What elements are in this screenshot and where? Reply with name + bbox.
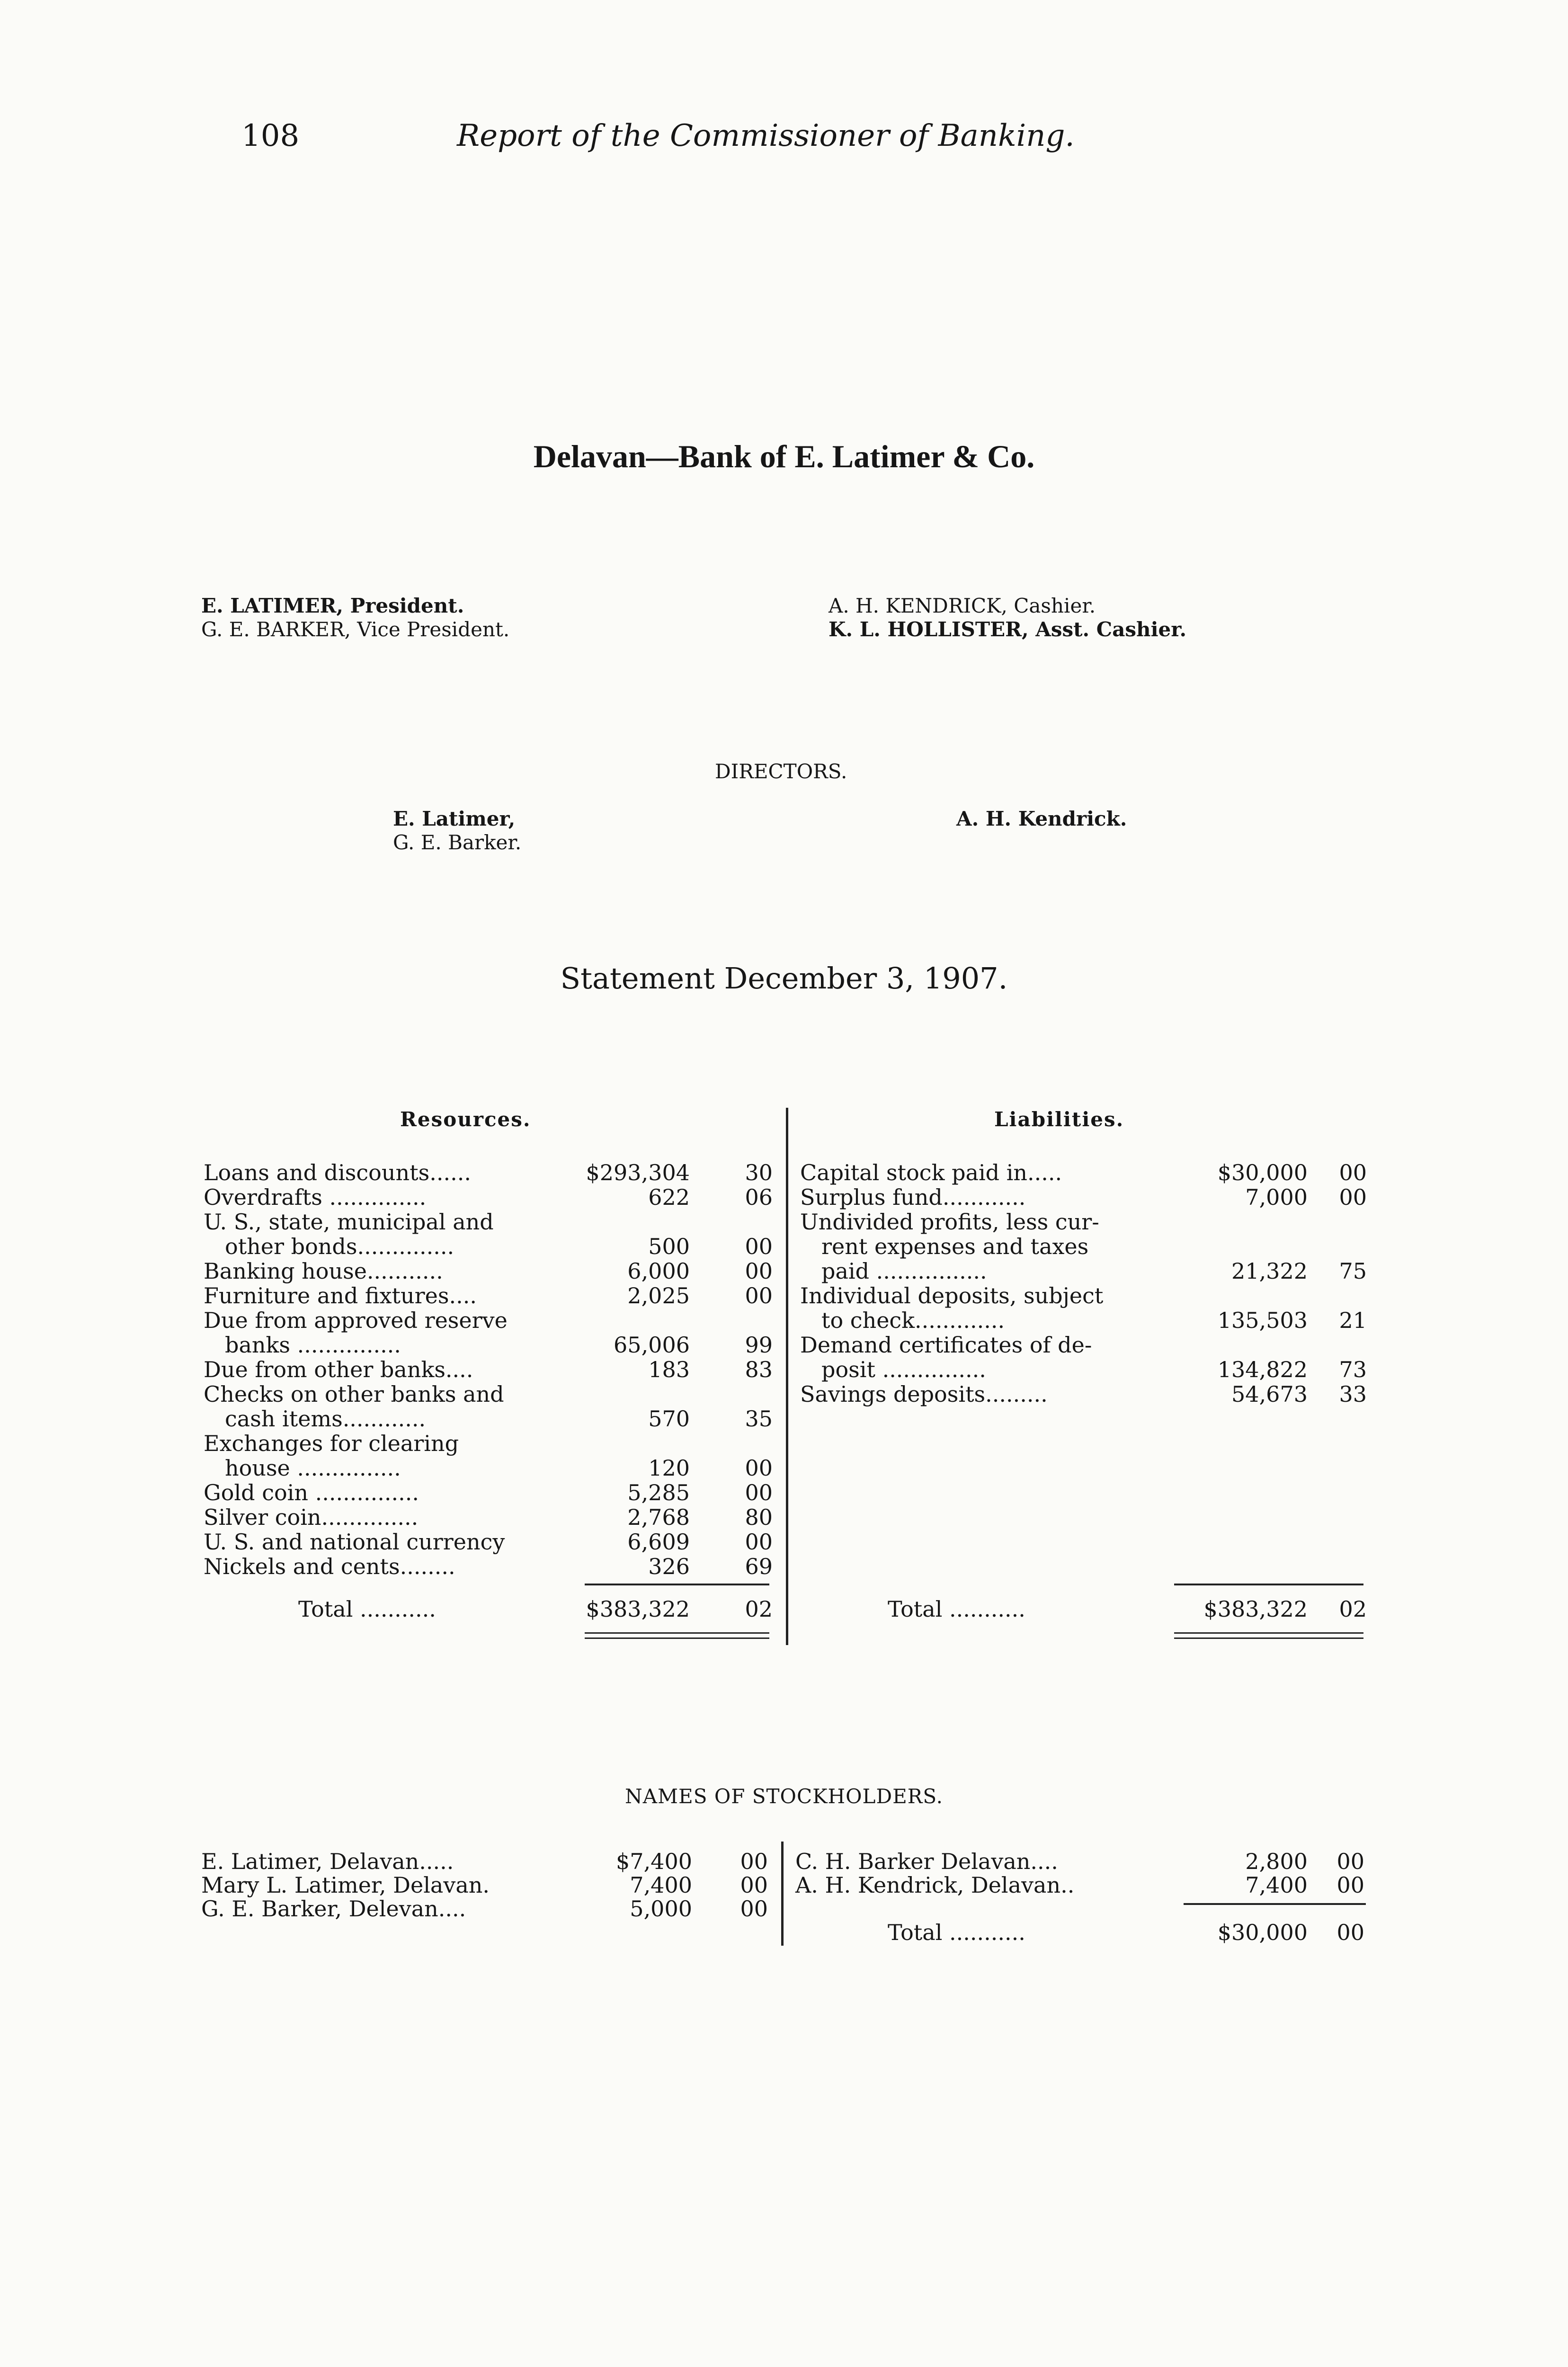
resources-total-label: Total ...........: [298, 1596, 436, 1622]
stockholders-total-dollars: $30,000: [1217, 1920, 1308, 1945]
resource-label: Due from approved reserve: [204, 1308, 508, 1333]
resource-cents: 00: [745, 1283, 773, 1308]
resource-cents: 80: [745, 1504, 773, 1530]
resource-dollars: 500: [648, 1234, 690, 1259]
page-number: 108: [241, 118, 300, 153]
liability-label: Savings deposits.........: [800, 1381, 1048, 1407]
stockholder-cents: 00: [1336, 1849, 1364, 1874]
statement-column-divider: [786, 1108, 788, 1645]
stockholder-name: G. E. Barker, Delevan....: [201, 1896, 466, 1922]
stockholder-dollars: 5,000: [630, 1896, 692, 1922]
statement-title: Statement December 3, 1907.: [560, 961, 1008, 996]
resource-label: Due from other banks....: [204, 1357, 473, 1382]
resource-label: Loans and discounts......: [204, 1160, 471, 1185]
liabilities-subtotal-rule: [1174, 1584, 1363, 1585]
resource-label: Gold coin ...............: [204, 1480, 419, 1505]
liability-label: Demand certificates of de-: [800, 1332, 1092, 1358]
director-latimer: E. Latimer,: [393, 807, 516, 830]
stockholders-total-rule: [1184, 1903, 1366, 1905]
running-title: Report of the Commissioner of Banking.: [457, 118, 1075, 153]
resource-dollars: 5,285: [627, 1480, 690, 1505]
directors-heading: DIRECTORS.: [715, 760, 847, 783]
resource-label: Exchanges for clearing: [204, 1431, 459, 1456]
officer-vice-president: G. E. BARKER, Vice President.: [201, 618, 510, 641]
liability-cents: 00: [1339, 1184, 1367, 1210]
resource-cents: 00: [745, 1529, 773, 1555]
liabilities-heading: Liabilities.: [994, 1108, 1124, 1131]
stockholder-cents: 00: [1336, 1872, 1364, 1898]
liability-cents: 33: [1339, 1381, 1367, 1407]
resource-dollars: 622: [648, 1184, 690, 1210]
resource-label: Overdrafts ..............: [204, 1184, 427, 1210]
resource-label: other bonds..............: [225, 1234, 454, 1259]
liability-dollars: 7,000: [1245, 1184, 1308, 1210]
liability-label: paid ................: [821, 1258, 987, 1284]
resource-dollars: 120: [648, 1455, 690, 1481]
liability-label: rent expenses and taxes: [821, 1234, 1089, 1259]
liabilities-total-double-rule: [1174, 1632, 1363, 1639]
stockholders-total-cents: 00: [1336, 1920, 1364, 1945]
resource-dollars: 2,025: [627, 1283, 690, 1308]
resource-dollars: 326: [648, 1554, 690, 1579]
liability-label: Undivided profits, less cur-: [800, 1209, 1099, 1235]
liability-dollars: 135,503: [1217, 1308, 1308, 1333]
resource-label: Banking house...........: [204, 1258, 443, 1284]
resources-total-double-rule: [585, 1632, 769, 1639]
director-barker: G. E. Barker.: [393, 831, 522, 854]
resource-label: banks ...............: [225, 1332, 401, 1358]
stockholder-dollars: 2,800: [1245, 1849, 1308, 1874]
stockholders-column-divider: [781, 1842, 784, 1946]
resource-cents: 35: [745, 1406, 773, 1432]
resource-label: Furniture and fixtures....: [204, 1283, 477, 1308]
liability-dollars: 54,673: [1231, 1381, 1308, 1407]
liability-dollars: 21,322: [1231, 1258, 1308, 1284]
stockholder-name: C. H. Barker Delavan....: [795, 1849, 1058, 1874]
resource-cents: 00: [745, 1480, 773, 1505]
director-kendrick: A. H. Kendrick.: [956, 807, 1127, 830]
resources-total-dollars: $383,322: [586, 1596, 690, 1622]
resources-total-cents: 02: [745, 1596, 773, 1622]
stockholders-total-label: Total ...........: [888, 1920, 1025, 1945]
resource-dollars: 6,000: [627, 1258, 690, 1284]
liabilities-total-dollars: $383,322: [1203, 1596, 1308, 1622]
resource-cents: 83: [745, 1357, 773, 1382]
liability-cents: 00: [1339, 1160, 1367, 1185]
resource-dollars: 2,768: [627, 1504, 690, 1530]
resource-cents: 99: [745, 1332, 773, 1358]
liability-cents: 73: [1339, 1357, 1367, 1382]
resource-cents: 06: [745, 1184, 773, 1210]
resource-cents: 00: [745, 1258, 773, 1284]
officer-president: E. LATIMER, President.: [201, 594, 464, 617]
resource-cents: 69: [745, 1554, 773, 1579]
officer-cashier: A. H. KENDRICK, Cashier.: [829, 594, 1096, 617]
resource-dollars: 183: [648, 1357, 690, 1382]
liability-dollars: 134,822: [1217, 1357, 1308, 1382]
stockholder-cents: 00: [740, 1872, 768, 1898]
liability-dollars: $30,000: [1217, 1160, 1308, 1185]
resource-dollars: 65,006: [614, 1332, 690, 1358]
resource-label: Nickels and cents........: [204, 1554, 455, 1579]
liability-cents: 75: [1339, 1258, 1367, 1284]
stockholders-heading: NAMES OF STOCKHOLDERS.: [624, 1785, 944, 1808]
resource-dollars: 6,609: [627, 1529, 690, 1555]
resource-dollars: $293,304: [586, 1160, 690, 1185]
resource-label: Checks on other banks and: [204, 1381, 504, 1407]
resources-subtotal-rule: [585, 1584, 769, 1585]
resource-label: U. S. and national currency: [204, 1529, 505, 1555]
liabilities-total-label: Total ...........: [888, 1596, 1025, 1622]
stockholder-dollars: 7,400: [1245, 1872, 1308, 1898]
resource-cents: 00: [745, 1455, 773, 1481]
liability-label: posit ...............: [821, 1357, 986, 1382]
stockholder-name: Mary L. Latimer, Delavan.: [201, 1872, 490, 1898]
resource-dollars: 570: [648, 1406, 690, 1432]
liability-label: to check.............: [821, 1308, 1005, 1333]
resource-cents: 00: [745, 1234, 773, 1259]
liability-label: Individual deposits, subject: [800, 1283, 1104, 1308]
bank-title: Delavan—Bank of E. Latimer & Co.: [533, 438, 1035, 474]
resource-label: Silver coin..............: [204, 1504, 419, 1530]
stockholder-dollars: 7,400: [630, 1872, 692, 1898]
resource-label: house ...............: [225, 1455, 401, 1481]
liabilities-total-cents: 02: [1339, 1596, 1367, 1622]
liability-label: Surplus fund............: [800, 1184, 1026, 1210]
stockholder-name: E. Latimer, Delavan.....: [201, 1849, 454, 1874]
resource-cents: 30: [745, 1160, 773, 1185]
resource-label: cash items............: [225, 1406, 426, 1432]
liability-cents: 21: [1339, 1308, 1367, 1333]
stockholder-name: A. H. Kendrick, Delavan..: [795, 1872, 1075, 1898]
liability-label: Capital stock paid in.....: [800, 1160, 1062, 1185]
stockholder-dollars: $7,400: [616, 1849, 692, 1874]
stockholder-cents: 00: [740, 1849, 768, 1874]
officer-asst-cashier: K. L. HOLLISTER, Asst. Cashier.: [829, 618, 1187, 641]
stockholder-cents: 00: [740, 1896, 768, 1922]
resource-label: U. S., state, municipal and: [204, 1209, 494, 1235]
resources-heading: Resources.: [400, 1108, 531, 1131]
